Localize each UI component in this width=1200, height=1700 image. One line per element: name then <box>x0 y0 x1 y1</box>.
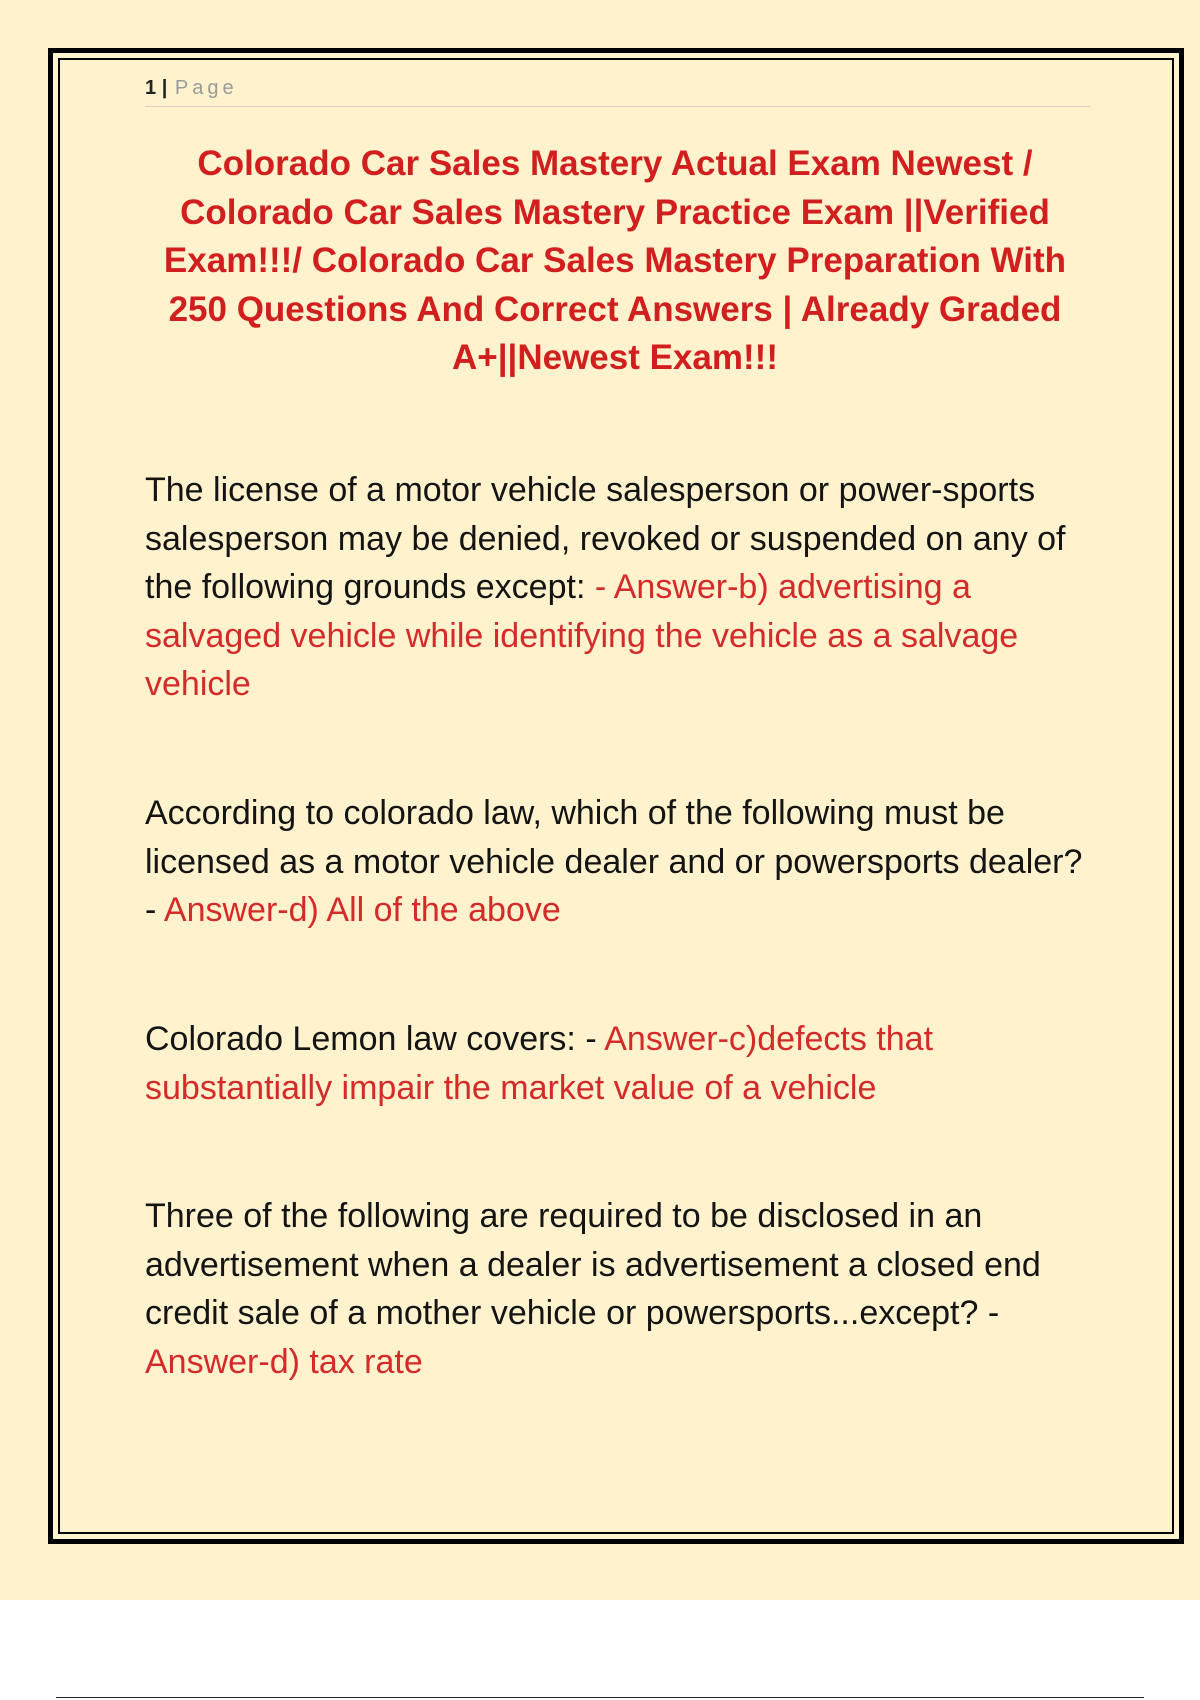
qa-item-3 <box>145 1015 1090 1112</box>
page-header <box>145 74 1090 107</box>
question-text: According to colorado law, which of the following must be licensed as a motor vehicle dealer and or powersports dealer? - <box>145 794 1083 929</box>
answer-text: Answer-c)defects that substantially impair the market value of a vehicle <box>145 1020 934 1107</box>
page-number: 1 <box>145 77 157 99</box>
qa-item-2 <box>145 789 1090 935</box>
answer-text: Answer-d) All of the above <box>163 891 561 929</box>
question-text: Three of the following are required to be disclosed in an advertisement when a dealer is advertisement a closed end credit sale of a mother vehicle or powersports...except? - <box>145 1197 1041 1332</box>
document-title: Colorado Car Sales Mastery Actual Exam Newest / Colorado Car Sales Mastery Practice Exam ||Verified Exam!!!/ Colorado Car Sales Mastery Preparation With 250 Questions And Correct Answers | Already Graded A+||Newest Exam!!! <box>163 144 1067 377</box>
page-separator: | <box>161 77 168 99</box>
page-label: Page <box>174 77 238 99</box>
qa-item-4 <box>145 1192 1090 1386</box>
question-text: The license of a motor vehicle salesperson or power-sports salesperson may be denied, revoked or suspended on any of the following grounds except: <box>145 471 1066 606</box>
answer-text: - Answer-b) advertising a salvaged vehicle while identifying the vehicle as a salvage vehicle <box>145 568 1019 703</box>
footer-divider <box>56 1697 1144 1698</box>
question-text: Colorado Lemon law covers: - <box>145 1020 597 1058</box>
qa-item-1 <box>145 466 1090 709</box>
answer-text: Answer-d) tax rate <box>145 1342 423 1381</box>
